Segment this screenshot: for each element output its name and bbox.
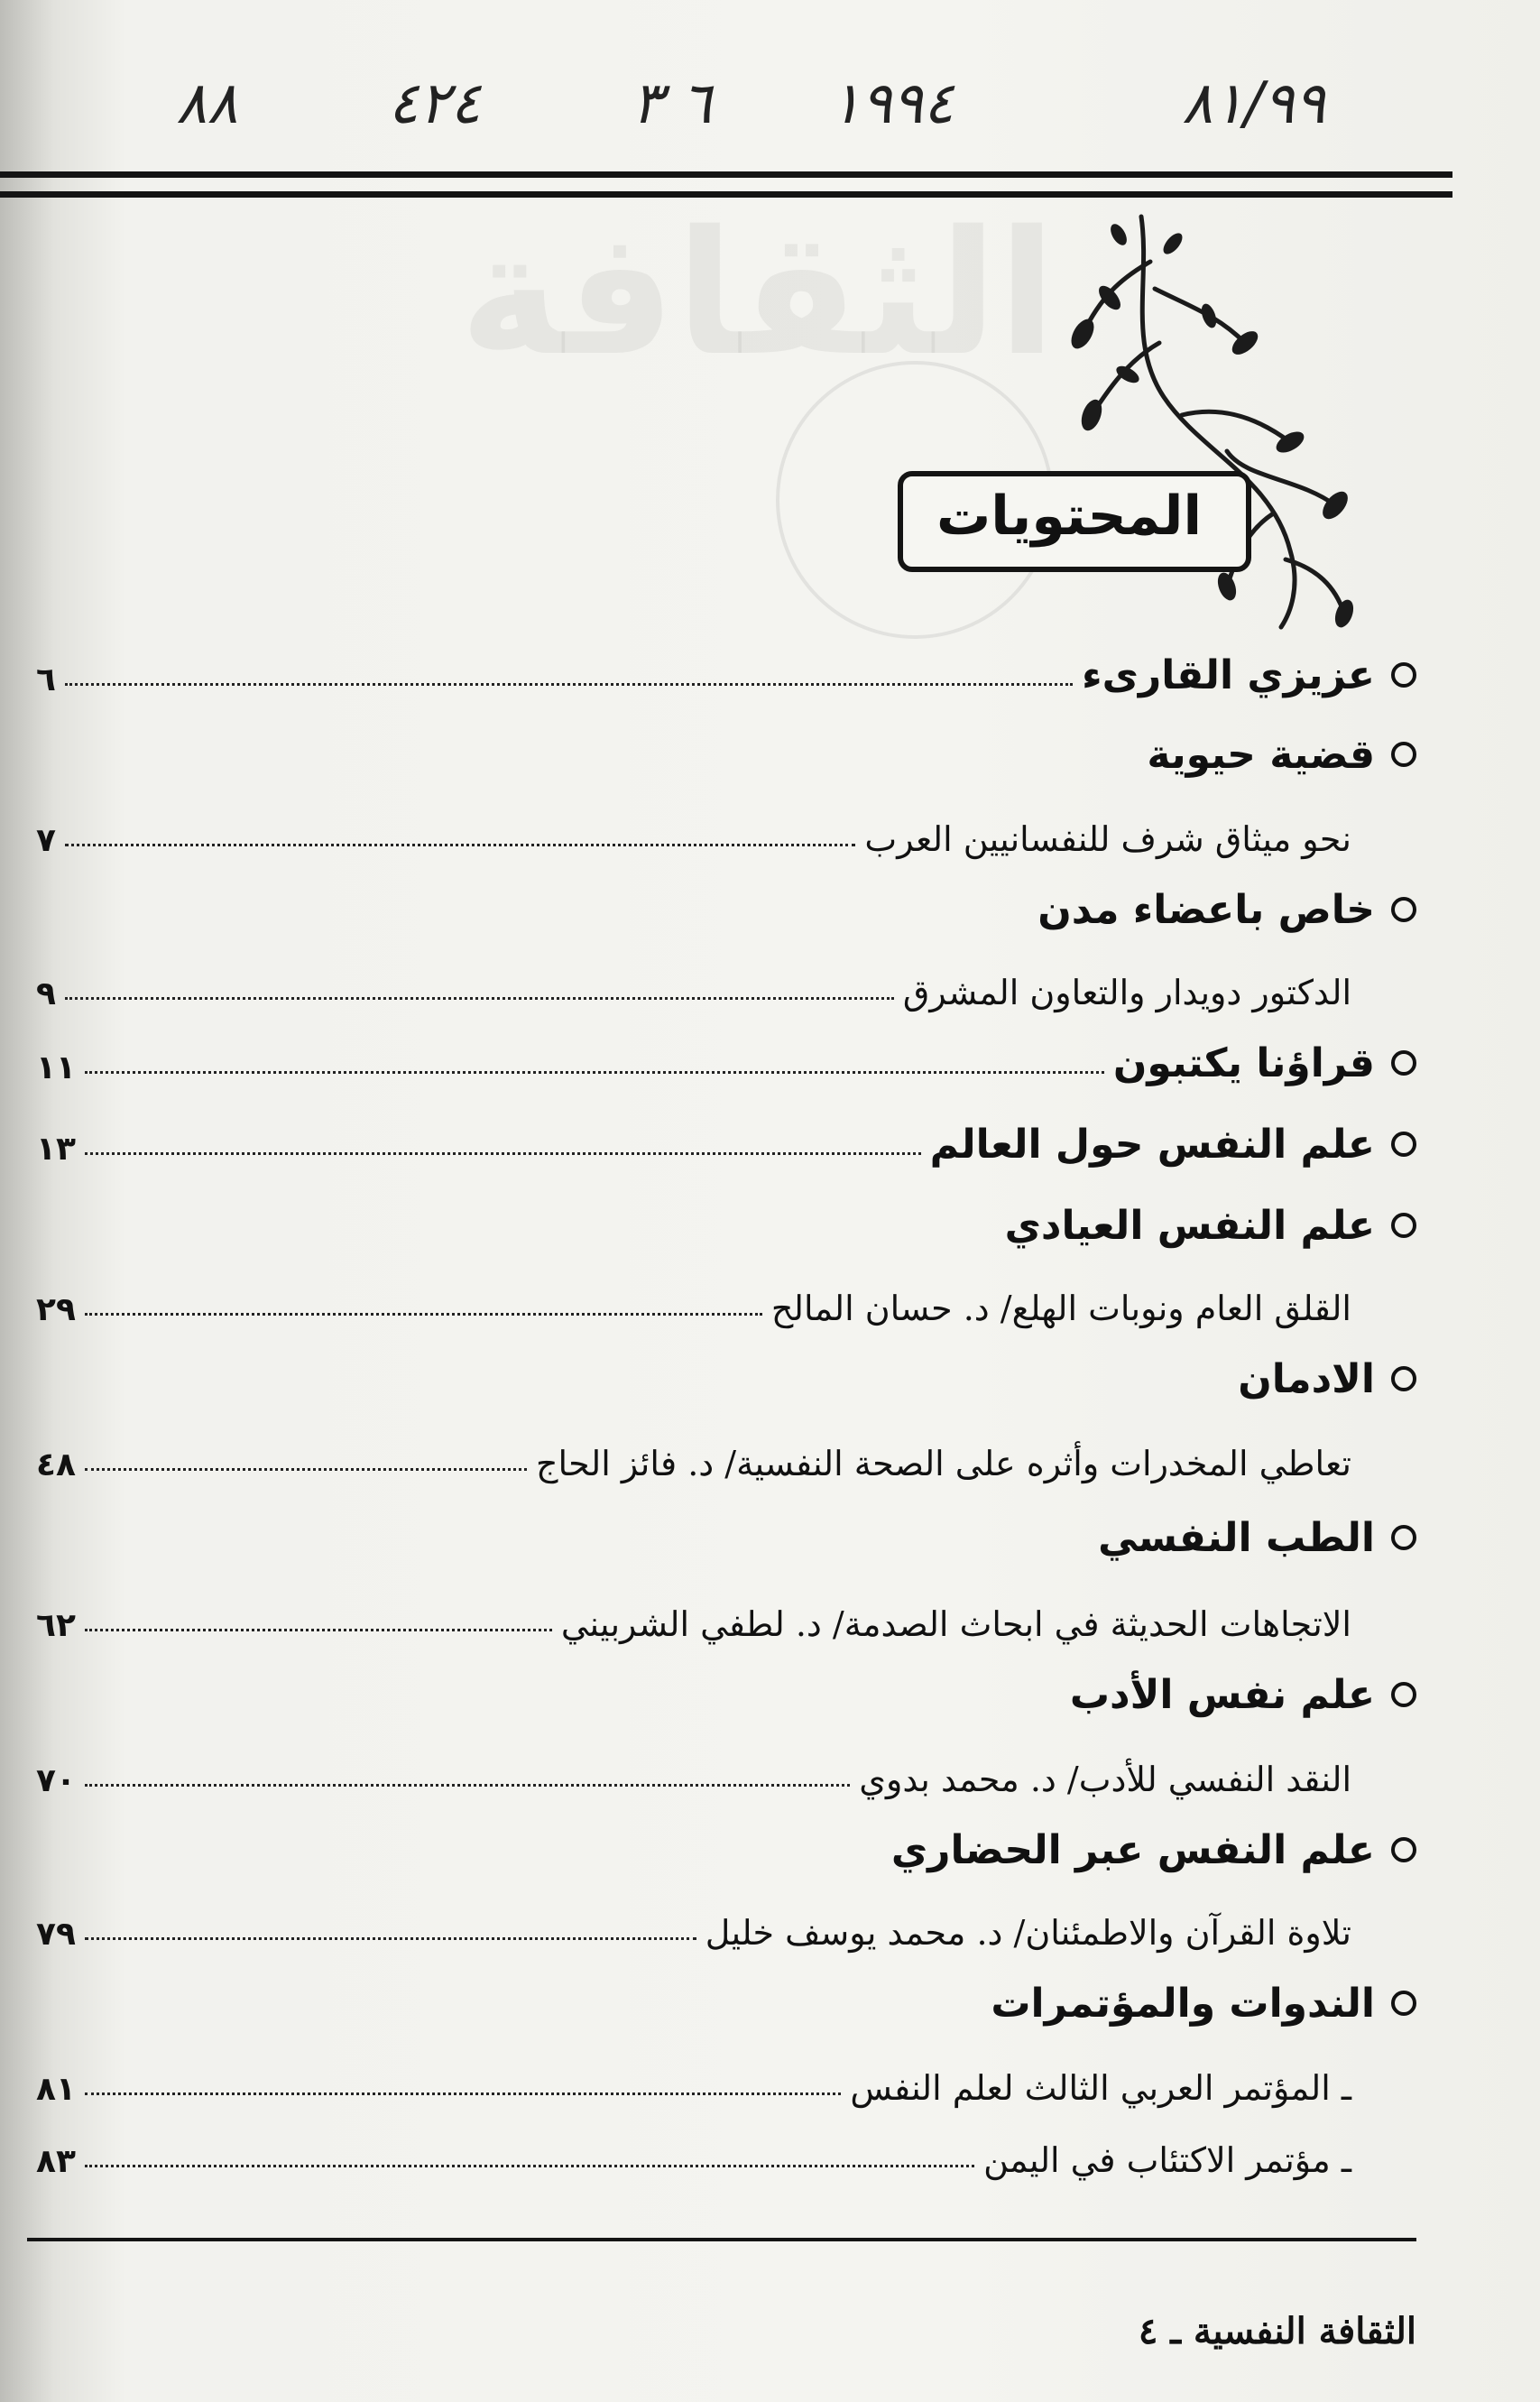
circle-bullet-icon	[1391, 1132, 1416, 1157]
circle-bullet-icon	[1391, 1213, 1416, 1238]
toc-article-label: نحو ميثاق شرف للنفسانيين العرب	[864, 819, 1351, 859]
toc-page-number: ١١	[36, 1049, 76, 1086]
toc-entry[interactable]	[36, 1191, 1416, 1249]
dot-leader	[85, 1313, 762, 1316]
toc-section-label: علم النفس عبر الحضاري	[890, 1827, 1375, 1873]
toc-article-label: الدكتور دويدار والتعاون المشرق	[902, 973, 1351, 1012]
toc-page-number: ٤٨	[36, 1446, 76, 1483]
handwritten-note: ٤٢٤	[388, 70, 482, 137]
toc-section-label: قراؤنا يكتبون	[1112, 1040, 1375, 1086]
toc-page-number: ٨٣	[36, 2143, 76, 2180]
circle-bullet-icon	[1391, 1682, 1416, 1707]
dot-leader	[85, 1937, 696, 1940]
dot-leader	[85, 1468, 527, 1471]
toc-entry[interactable]	[36, 801, 1416, 859]
toc-entry[interactable]	[36, 2122, 1416, 2180]
toc-section-label: علم النفس العيادي	[1004, 1203, 1375, 1249]
toc-entry[interactable]	[36, 1503, 1416, 1561]
toc-entry[interactable]	[36, 955, 1416, 1012]
toc-section-label: الادمان	[1238, 1356, 1375, 1402]
circle-bullet-icon	[1391, 897, 1416, 922]
dot-leader	[85, 1784, 850, 1787]
toc-entry[interactable]	[36, 1586, 1416, 1644]
toc-page-number: ٧٠	[36, 1762, 76, 1799]
toc-entry[interactable]	[36, 720, 1416, 778]
toc-page-number: ٦	[36, 661, 56, 698]
toc-entry[interactable]	[36, 1741, 1416, 1799]
handwritten-note: ٦ ٣	[632, 70, 713, 137]
toc-article-label: النقد النفسي للأدب/ د. محمد بدوي	[859, 1760, 1351, 1799]
toc-article-label: ـ المؤتمر العربي الثالث لعلم النفس	[850, 2068, 1351, 2108]
toc-page-number: ٢٩	[36, 1291, 76, 1328]
toc-section-label: خاص باعضاء مدن	[1037, 887, 1375, 933]
toc-section-label: علم نفس الأدب	[1069, 1672, 1375, 1718]
toc-entry[interactable]	[36, 1270, 1416, 1328]
handwritten-note: ١٩٩٤	[830, 70, 954, 137]
circle-bullet-icon	[1391, 1050, 1416, 1076]
circle-bullet-icon	[1391, 742, 1416, 767]
dot-leader	[85, 2093, 841, 2095]
dot-leader	[85, 1629, 552, 1631]
circle-bullet-icon	[1391, 1991, 1416, 2016]
handwritten-note: ٨١/٩٩	[1182, 70, 1326, 137]
dot-leader	[65, 844, 855, 846]
toc-article-label: القلق العام ونوبات الهلع/ د. حسان المالح	[770, 1289, 1351, 1328]
toc-entry[interactable]	[36, 641, 1416, 698]
page-footer: الثقافة النفسية ـ ٤	[1138, 2310, 1416, 2352]
toc-entry[interactable]	[36, 1660, 1416, 1718]
toc-entry[interactable]	[36, 1110, 1416, 1168]
toc-entry[interactable]	[36, 875, 1416, 933]
toc-entry[interactable]	[36, 1029, 1416, 1086]
dot-leader	[85, 1152, 921, 1155]
toc-page-number: ١٣	[36, 1131, 76, 1168]
footer-rule	[27, 2238, 1416, 2241]
dot-leader	[85, 1071, 1104, 1074]
dot-leader	[65, 997, 894, 1000]
toc-page-number: ٧	[36, 822, 56, 859]
toc-section-label: علم النفس حول العالم	[929, 1122, 1375, 1168]
toc-entry[interactable]	[36, 1969, 1416, 2027]
toc-page-number: ٧٩	[36, 1916, 76, 1953]
toc-entry[interactable]	[36, 1344, 1416, 1402]
toc-entry[interactable]	[36, 2050, 1416, 2108]
toc-article-label: تلاوة القرآن والاطمئنان/ د. محمد يوسف خليل	[705, 1913, 1351, 1953]
toc-section-label: قضية حيوية	[1147, 732, 1375, 778]
handwritten-note: ۸۸	[176, 70, 238, 137]
toc-page-number: ٩	[36, 975, 56, 1012]
circle-bullet-icon	[1391, 1366, 1416, 1391]
circle-bullet-icon	[1391, 1837, 1416, 1862]
toc-article-label: تعاطي المخدرات وأثره على الصحة النفسية/ د. فائز الحاج	[535, 1444, 1351, 1483]
dot-leader	[65, 683, 1073, 686]
toc-page-number: ٨١	[36, 2071, 76, 2108]
dot-leader	[85, 2165, 974, 2167]
toc-page-number: ٦٢	[36, 1607, 76, 1644]
toc-section-label: الطب النفسي	[1098, 1515, 1375, 1561]
circle-bullet-icon	[1391, 1525, 1416, 1550]
circle-bullet-icon	[1391, 662, 1416, 688]
toc-section-label: عزيزي القارىء	[1082, 652, 1375, 698]
toc-article-label: الاتجاهات الحديثة في ابحاث الصدمة/ د. لطفي الشربيني	[560, 1604, 1351, 1644]
toc-entry[interactable]	[36, 1815, 1416, 1873]
toc-entry[interactable]	[36, 1426, 1416, 1483]
toc-section-label: الندوات والمؤتمرات	[991, 1981, 1375, 2027]
bleed-through-masthead: الثقافة	[459, 194, 1056, 393]
toc-article-label: ـ مؤتمر الاكتئاب في اليمن	[983, 2140, 1351, 2180]
contents-title: المحتويات	[936, 485, 1203, 548]
toc-entry[interactable]	[36, 1895, 1416, 1953]
